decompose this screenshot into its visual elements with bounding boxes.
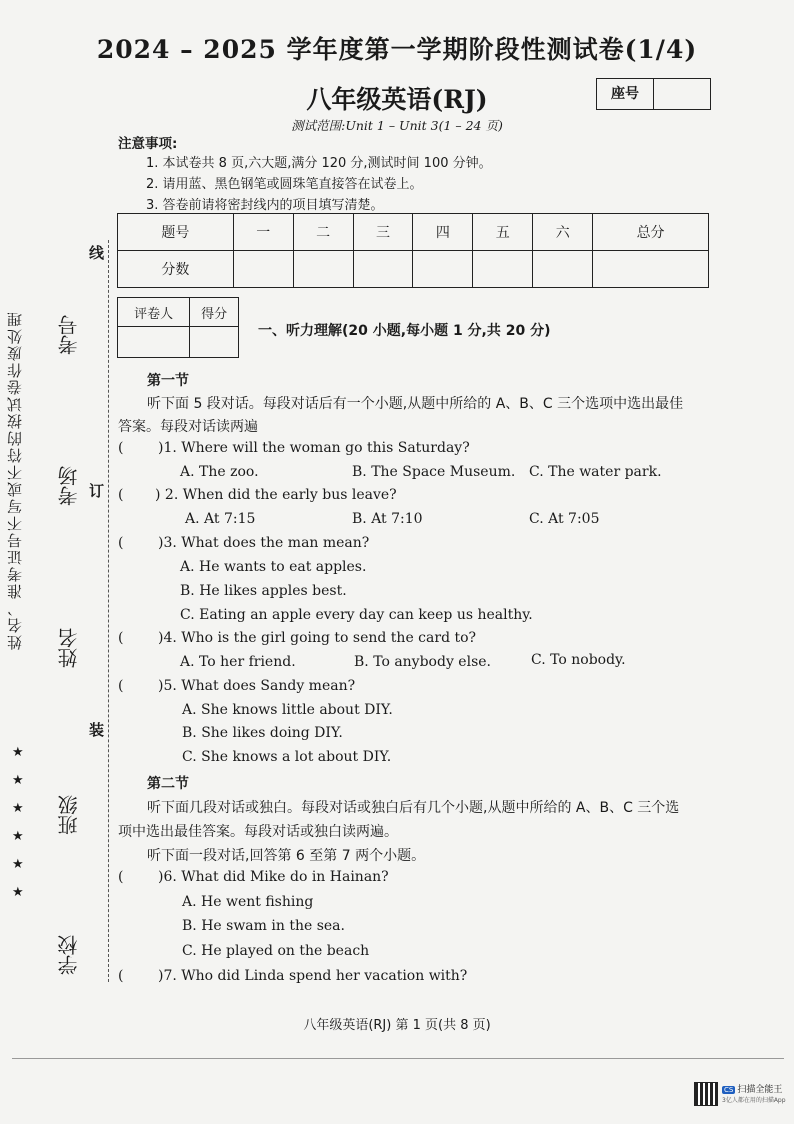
exam-room-field-label[interactable]: 考场 [57, 466, 81, 506]
table-cell: 五 [473, 214, 533, 251]
part-heading: 第二节 [147, 776, 189, 792]
cs-logo-icon: CS [724, 1086, 734, 1094]
divider [12, 1058, 784, 1059]
star-icon: ★ [12, 885, 24, 900]
grader-input-cell[interactable] [118, 327, 190, 358]
class-field-label[interactable]: 班级 [57, 795, 81, 835]
binding-warning: 姓名、准考证号不写或不符的按试卷作废处理 [6, 310, 24, 650]
table-cell: 六 [533, 214, 593, 251]
question-stem: )1. Where will the woman go this Saturday? [158, 440, 470, 456]
table-cell: 三 [353, 214, 413, 251]
table-row [118, 327, 239, 358]
option-b: B. He likes apples best. [180, 583, 347, 599]
table-cell: 一 [233, 214, 293, 251]
bind-mark-bind: 装 [87, 722, 105, 737]
score-input-cell[interactable] [533, 251, 593, 288]
notice-item: 2. 请用蓝、黑色钢笔或圆珠笔直接答在试卷上。 [146, 177, 423, 192]
option-a: A. She knows little about DIY. [182, 702, 393, 718]
exam-subtitle: 八年级英语(RJ) [306, 85, 488, 114]
part-instruction: 答案。每段对话读两遍 [118, 419, 258, 435]
school-field-label[interactable]: 学校 [57, 935, 81, 975]
table-cell: 得分 [190, 298, 239, 327]
part-instruction: 听下面 5 段对话。每段对话后有一个小题,从题中所给的 A、B、C 三个选项中选出最佳 [147, 396, 684, 412]
option-b: B. The Space Museum. [352, 464, 516, 480]
question-stem: )5. What does Sandy mean? [158, 678, 356, 694]
option-a: A. To her friend. [180, 654, 296, 670]
option-c: C. The water park. [529, 464, 662, 480]
page-footer: 八年级英语(RJ) 第 1 页(共 8 页) [303, 1018, 491, 1033]
answer-bracket[interactable]: ( [118, 535, 124, 551]
score-table [117, 213, 709, 288]
score-input-cell[interactable] [473, 251, 533, 288]
exam-title: 2024 – 2025 学年度第一学期阶段性测试卷(1/4) [96, 35, 698, 64]
score-input-cell[interactable] [293, 251, 353, 288]
seat-number-label: 座号 [597, 79, 654, 109]
table-row [118, 251, 709, 288]
option-c: C. She knows a lot about DIY. [182, 749, 392, 765]
question-stem: )6. What did Mike do in Hainan? [158, 869, 389, 885]
seat-number-box[interactable] [596, 78, 711, 110]
bind-mark-staple: 订 [87, 483, 105, 498]
name-field-label[interactable]: 姓名 [57, 628, 81, 668]
notice-item: 3. 答卷前请将密封线内的项目填写清楚。 [146, 198, 384, 213]
option-b: B. To anybody else. [354, 654, 491, 670]
option-b: B. She likes doing DIY. [182, 725, 343, 741]
notice-item: 1. 本试卷共 8 页,六大题,满分 120 分,测试时间 100 分钟。 [146, 156, 492, 171]
answer-bracket[interactable]: ( [118, 968, 124, 984]
answer-bracket[interactable]: ( [118, 869, 124, 885]
star-icon: ★ [12, 829, 24, 844]
option-c: C. He played on the beach [182, 943, 370, 959]
question-stem: )4. Who is the girl going to send the card to? [158, 630, 477, 646]
table-row [118, 214, 709, 251]
bind-mark-line: 线 [87, 245, 105, 260]
question-stem: )3. What does the man mean? [158, 535, 370, 551]
option-c: C. To nobody. [531, 652, 626, 668]
part-sub-instruction: 听下面一段对话,回答第 6 至第 7 两个小题。 [147, 848, 426, 864]
score-input-cell[interactable] [233, 251, 293, 288]
answer-bracket[interactable]: ( [118, 487, 124, 503]
option-b: B. At 7:10 [352, 511, 423, 527]
star-icon: ★ [12, 773, 24, 788]
table-cell: 题号 [118, 214, 234, 251]
grader-table [117, 297, 239, 358]
notice-heading: 注意事项: [118, 136, 178, 152]
star-icon: ★ [12, 745, 24, 760]
option-a: A. At 7:15 [185, 511, 256, 527]
table-cell: 分数 [118, 251, 234, 288]
option-a: A. The zoo. [180, 464, 259, 480]
answer-bracket[interactable]: ( [118, 678, 124, 694]
scanner-tagline: 3亿人都在用的扫描App [722, 1097, 786, 1104]
table-cell: 四 [413, 214, 473, 251]
table-row [118, 298, 239, 327]
answer-bracket[interactable]: ( [118, 630, 124, 646]
answer-bracket[interactable]: ( [118, 440, 124, 456]
option-a: A. He wants to eat apples. [180, 559, 367, 575]
option-c: C. Eating an apple every day can keep us healthy. [180, 607, 533, 623]
option-b: B. He swam in the sea. [182, 918, 345, 934]
star-icon: ★ [12, 801, 24, 816]
section-title: 一、听力理解(20 小题,每小题 1 分,共 20 分) [258, 323, 551, 339]
scanner-brand [722, 1082, 782, 1095]
qr-code-icon [694, 1082, 718, 1106]
score-input-cell[interactable] [413, 251, 473, 288]
table-cell: 二 [293, 214, 353, 251]
part-instruction: 听下面几段对话或独白。每段对话或独白后有几个小题,从题中所给的 A、B、C 三个选 [147, 800, 680, 816]
question-stem: )7. Who did Linda spend her vacation with? [158, 968, 468, 984]
question-stem: ) 2. When did the early bus leave? [155, 487, 397, 503]
grader-input-cell[interactable] [190, 327, 239, 358]
table-cell: 总分 [593, 214, 709, 251]
part-heading: 第一节 [147, 373, 189, 389]
part-instruction: 项中选出最佳答案。每段对话或独白读两遍。 [118, 824, 398, 840]
star-icon: ★ [12, 857, 24, 872]
test-range: 测试范围:Unit 1 – Unit 3(1 – 24 页) [291, 118, 503, 133]
brand-name: 扫描全能王 [737, 1085, 783, 1095]
score-input-cell[interactable] [593, 251, 709, 288]
table-cell: 评卷人 [118, 298, 190, 327]
seat-field-label[interactable]: 考号 [57, 315, 81, 355]
binding-line [108, 240, 109, 982]
option-c: C. At 7:05 [529, 511, 600, 527]
score-input-cell[interactable] [353, 251, 413, 288]
option-a: A. He went fishing [182, 894, 314, 910]
